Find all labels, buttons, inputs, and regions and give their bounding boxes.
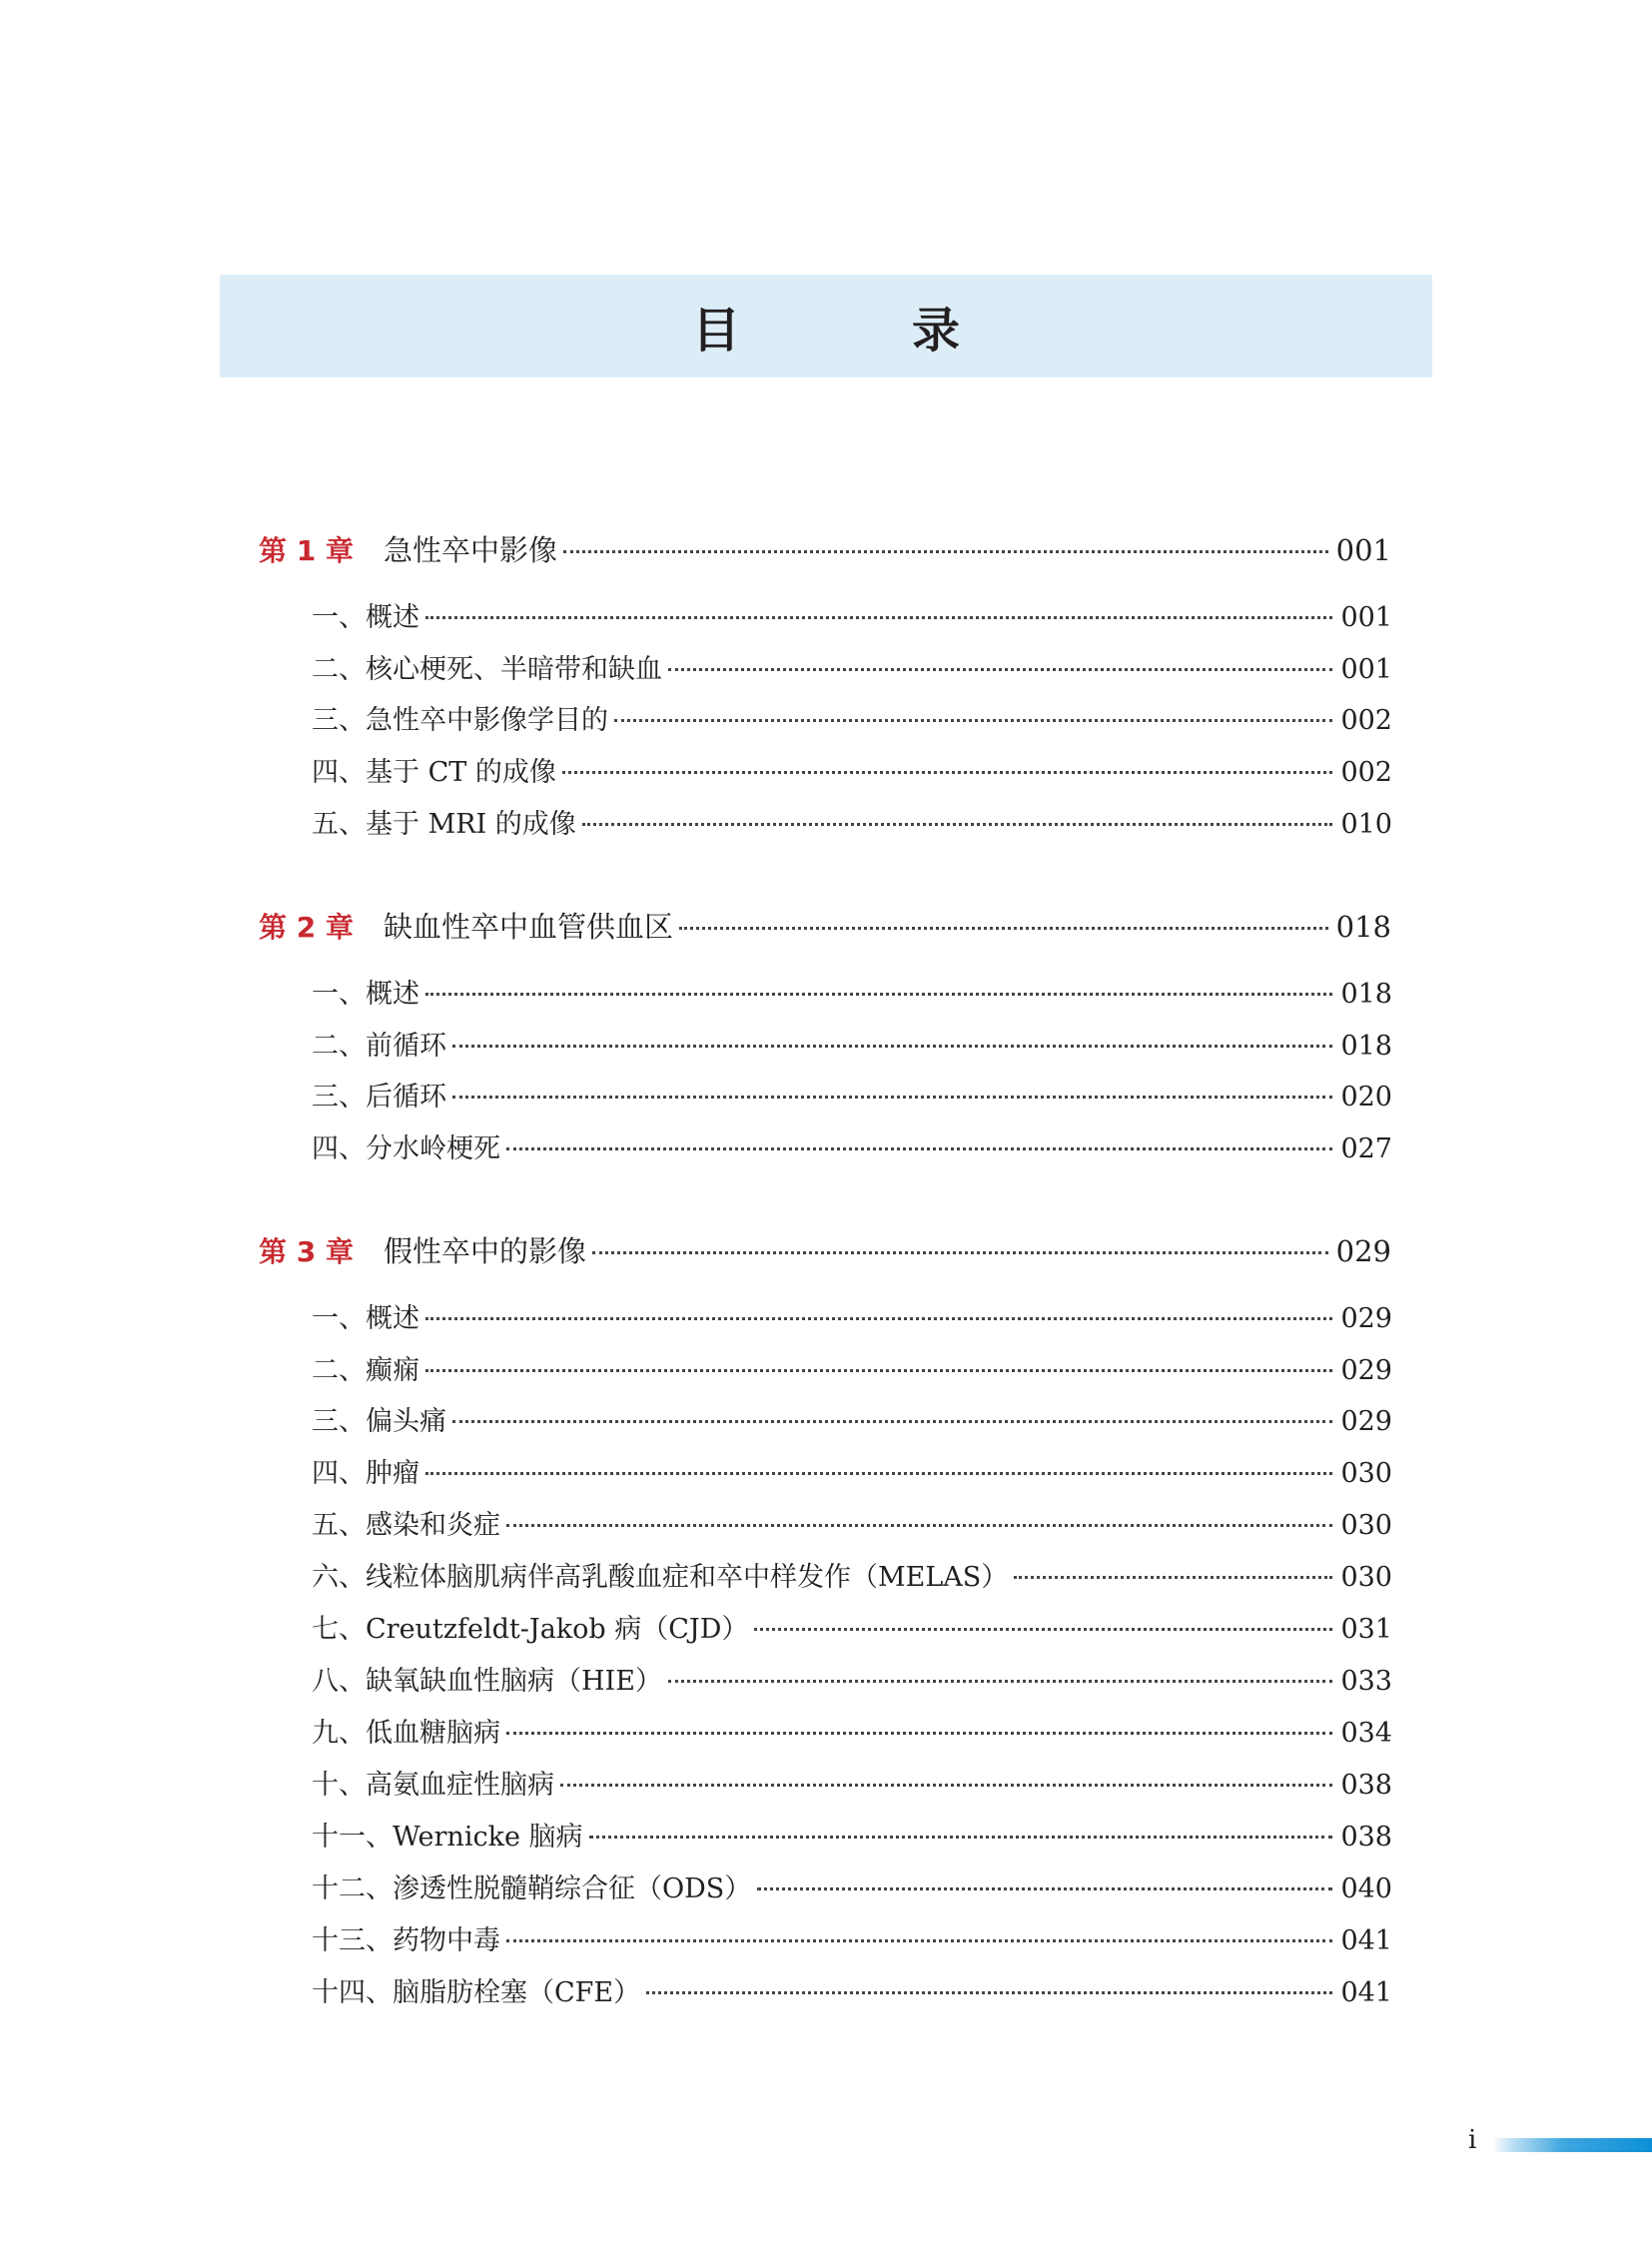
section-title: 六、线粒体脑肌病伴高乳酸血症和卒中样发作（MELAS） [312,1562,1009,1593]
toc-section[interactable] [312,1712,1392,1756]
footer-accent-bar [1492,2138,1652,2152]
section-title: 四、分水岭梗死 [312,1133,500,1164]
dot-leader [425,1316,1332,1320]
dot-leader [668,1679,1333,1683]
dot-leader [679,926,1328,930]
section-title: 四、肿瘤 [312,1458,419,1489]
page-number: 030 [1340,1562,1392,1593]
page-number: 001 [1335,533,1391,567]
toc-title-band [220,275,1432,377]
dot-leader [757,1886,1332,1890]
toc-section[interactable] [312,751,1392,795]
dot-leader [646,1990,1332,1994]
toc-section[interactable] [312,1127,1392,1171]
page-number: 027 [1340,1133,1392,1164]
dot-leader [425,1368,1332,1372]
page-number: 033 [1340,1666,1392,1697]
toc-section[interactable] [312,1971,1392,2015]
page-number: 041 [1340,1977,1392,2008]
dot-leader [668,667,1332,671]
page-number: 018 [1340,979,1392,1010]
page-number: 002 [1340,757,1392,788]
dot-leader [425,1471,1332,1475]
toc-section[interactable] [312,648,1392,692]
chapter-title: 急性卒中影像 [383,533,557,567]
toc-section[interactable] [312,1025,1392,1069]
dot-leader [452,1044,1332,1048]
section-title: 十一、Wernicke 脑病 [312,1822,583,1853]
chapter-label: 第 2 章 [259,911,354,944]
page-number: 038 [1340,1770,1392,1801]
section-title: 三、后循环 [312,1082,446,1113]
toc-section[interactable] [312,1297,1392,1341]
dot-leader [592,1250,1328,1254]
page-number: 041 [1340,1925,1392,1956]
page-number: 010 [1340,809,1392,840]
toc-section[interactable] [312,1400,1392,1444]
section-title: 二、癫痫 [312,1355,419,1386]
dot-leader [506,1731,1332,1735]
section-title: 二、核心梗死、半暗带和缺血 [312,654,662,685]
section-title: 十三、药物中毒 [312,1925,500,1956]
dot-leader [1014,1575,1332,1579]
toc-section[interactable] [312,699,1392,743]
toc-section[interactable] [312,1868,1392,1911]
section-title: 二、前循环 [312,1031,446,1062]
section-title: 五、基于 MRI 的成像 [312,809,576,840]
section-title: 九、低血糖脑病 [312,1718,500,1749]
page-number: 001 [1340,654,1392,685]
toc-section[interactable] [312,1919,1392,1963]
toc-section[interactable] [312,1816,1392,1860]
dot-leader [506,1146,1332,1150]
dot-leader [425,615,1332,619]
toc-chapter-3[interactable] [259,1229,1391,1273]
page-number: 029 [1335,1234,1391,1268]
section-title: 十、高氨血症性脑病 [312,1770,554,1801]
page-number: 031 [1340,1614,1392,1645]
toc-section[interactable] [312,1452,1392,1496]
toc-section[interactable] [312,1608,1392,1652]
toc-section[interactable] [312,1076,1392,1120]
chapter-title: 缺血性卒中血管供血区 [383,910,673,944]
toc-section[interactable] [312,803,1392,847]
page-number: 020 [1340,1082,1392,1113]
dot-leader [506,1938,1332,1942]
page-number: 018 [1335,910,1391,944]
dot-leader [506,1523,1332,1527]
dot-leader [589,1835,1333,1839]
toc-section[interactable] [312,1764,1392,1808]
page-number: 040 [1340,1873,1392,1904]
section-title: 十四、脑脂肪栓塞（CFE） [312,1977,641,2008]
toc-section[interactable] [312,1349,1392,1393]
page-number: 030 [1340,1458,1392,1489]
section-title: 三、偏头痛 [312,1406,446,1437]
page-number: 030 [1340,1510,1392,1541]
page-number: 029 [1340,1406,1392,1437]
page-number: 002 [1340,705,1392,736]
page-number: 001 [1340,602,1392,633]
page-number: 038 [1340,1822,1392,1853]
page-folio: i [1468,2125,1477,2155]
section-title: 四、基于 CT 的成像 [312,757,556,788]
toc-section[interactable] [312,1504,1392,1548]
section-title: 三、急性卒中影像学目的 [312,705,608,736]
toc-chapter-2[interactable] [259,905,1391,949]
section-title: 一、概述 [312,979,419,1010]
toc-section[interactable] [312,596,1392,640]
section-title: 十二、渗透性脱髓鞘综合征（ODS） [312,1873,752,1904]
section-title: 七、Creutzfeldt-Jakob 病（CJD） [312,1614,749,1645]
chapter-title: 假性卒中的影像 [383,1234,586,1268]
chapter-label: 第 3 章 [259,1235,354,1268]
dot-leader [452,1095,1332,1099]
page-number: 029 [1340,1303,1392,1334]
toc-section[interactable] [312,1660,1392,1704]
dot-leader [563,549,1328,553]
dot-leader [425,992,1332,996]
dot-leader [582,822,1333,826]
dot-leader [754,1627,1332,1631]
toc-chapter-1[interactable] [259,528,1391,572]
dot-leader [560,1783,1332,1787]
chapter-label: 第 1 章 [259,534,354,567]
section-title: 五、感染和炎症 [312,1510,500,1541]
page-number: 029 [1340,1355,1392,1386]
dot-leader [562,770,1333,774]
section-title: 一、概述 [312,602,419,633]
section-title: 一、概述 [312,1303,419,1334]
dot-leader [614,718,1332,722]
page-number: 018 [1340,1031,1392,1062]
toc-section[interactable] [312,973,1392,1017]
page-title: 目 录 [691,303,1022,359]
page-number: 034 [1340,1718,1392,1749]
toc-section[interactable] [312,1556,1392,1600]
dot-leader [452,1419,1332,1423]
section-title: 八、缺氧缺血性脑病（HIE） [312,1666,662,1697]
